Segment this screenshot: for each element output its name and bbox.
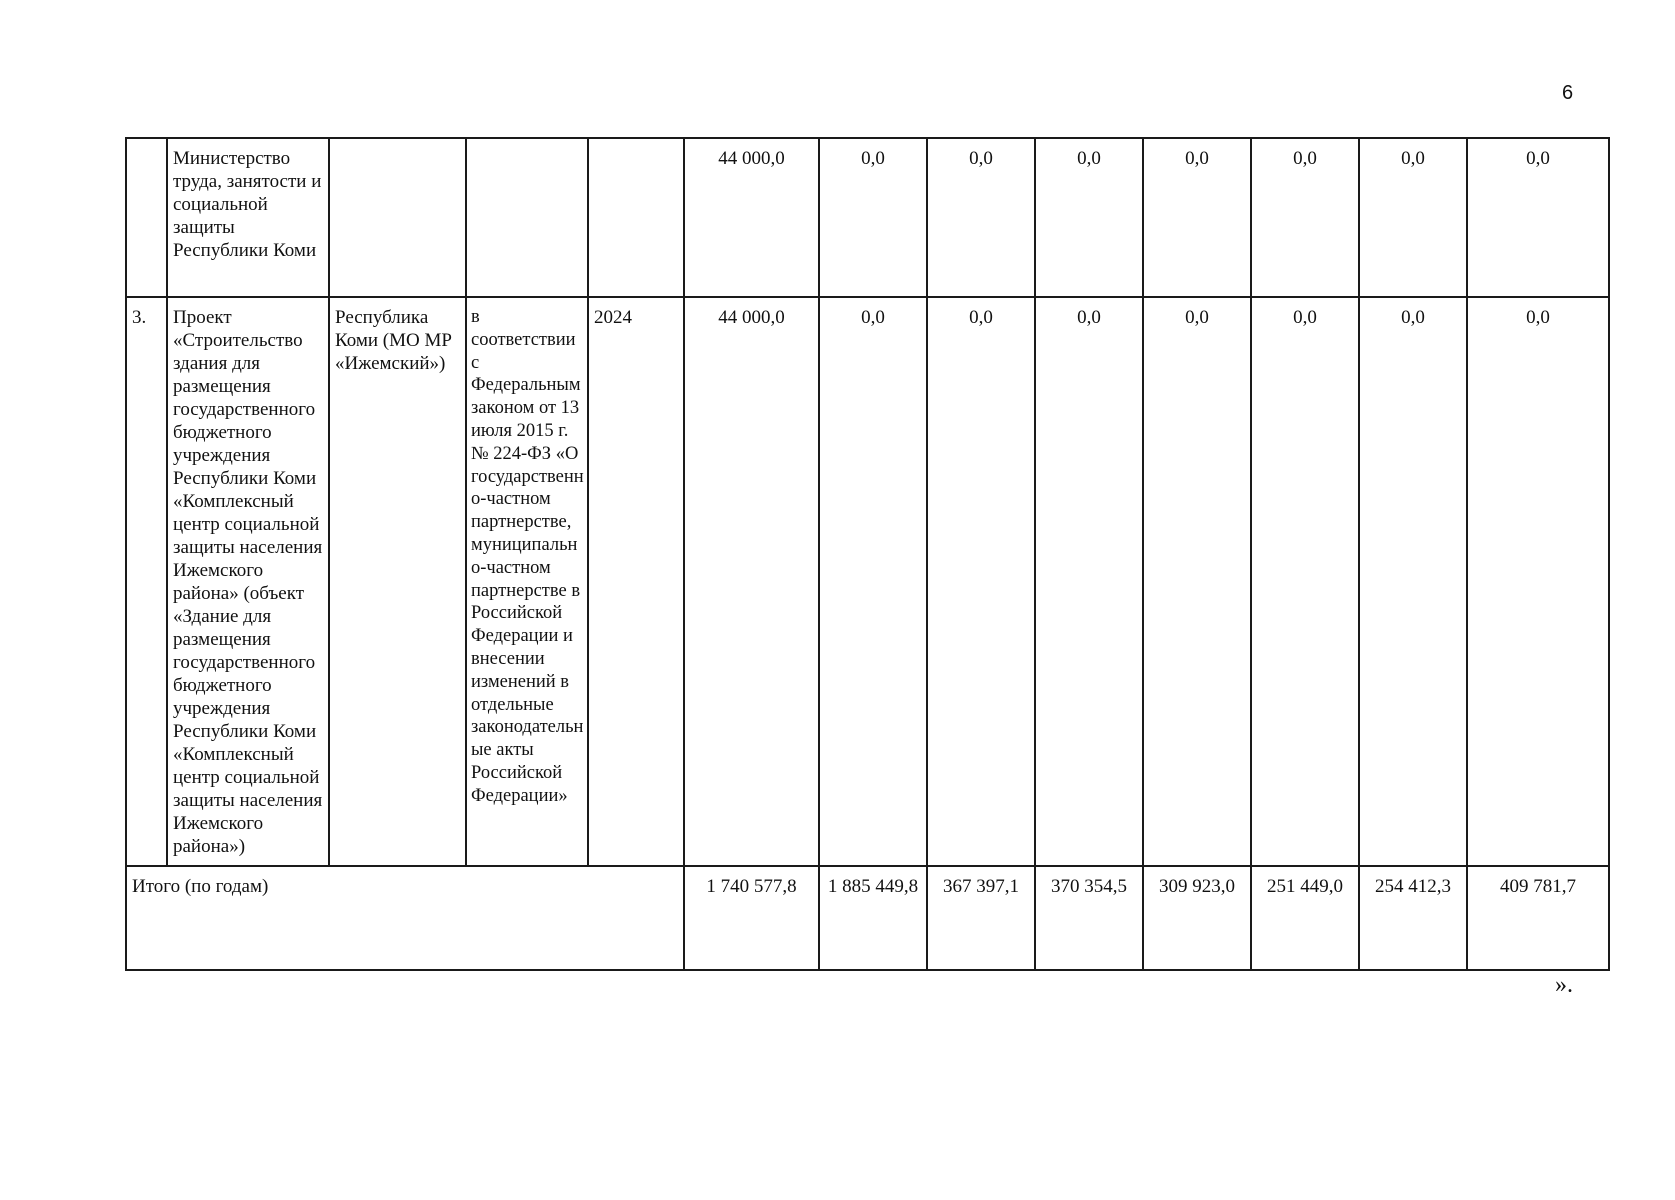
value-cell: 0,0: [1359, 138, 1467, 297]
legal-basis-cell: [466, 138, 588, 297]
value-cell: 0,0: [927, 297, 1035, 866]
value-cell: 0,0: [1143, 138, 1251, 297]
value-cell: 0,0: [1143, 297, 1251, 866]
total-value-cell: 409 781,7: [1467, 866, 1609, 970]
responsible-body-cell: Министерство труда, занятости и социальной защиты Республики Коми: [167, 138, 329, 297]
value-cell: 0,0: [1467, 297, 1609, 866]
location-cell: Республика Коми (МО МР «Ижемский»): [329, 297, 466, 866]
budget-table: [125, 137, 1610, 971]
value-cell: 0,0: [1035, 297, 1143, 866]
total-value-cell: 370 354,5: [1035, 866, 1143, 970]
value-cell: 0,0: [819, 297, 927, 866]
value-cell: 0,0: [1359, 297, 1467, 866]
value-cell: 0,0: [1251, 138, 1359, 297]
row-number-cell: [126, 138, 167, 297]
page-number: 6: [1562, 82, 1574, 104]
value-cell: 44 000,0: [684, 297, 819, 866]
value-cell: 0,0: [1251, 297, 1359, 866]
value-cell: 0,0: [927, 138, 1035, 297]
value-cell: 0,0: [819, 138, 927, 297]
total-value-cell: 251 449,0: [1251, 866, 1359, 970]
value-cell: 44 000,0: [684, 138, 819, 297]
year-cell: [588, 138, 684, 297]
total-value-cell: 367 397,1: [927, 866, 1035, 970]
total-value-cell: 254 412,3: [1359, 866, 1467, 970]
year-cell: 2024: [588, 297, 684, 866]
value-cell: 0,0: [1467, 138, 1609, 297]
legal-basis-cell: в соответствии с Федеральным законом от 13 июля 2015 г. № 224-ФЗ «О государственно-частном партнерстве, муниципально-частном партнерстве в Российской Федерации и внесении изменений в отдельные законодательные акты Российской Федерации»: [466, 297, 588, 866]
closing-quote: ».: [1555, 972, 1573, 998]
total-value-cell: 309 923,0: [1143, 866, 1251, 970]
location-cell: [329, 138, 466, 297]
table-row: [126, 297, 1609, 866]
total-value-cell: 1 740 577,8: [684, 866, 819, 970]
project-name-cell: Проект «Строительство здания для размещения государственного бюджетного учреждения Республики Коми «Комплексный центр социальной защиты населения Ижемского района» (объект «Здание для размещения государственного бюджетного учреждения Республики Коми «Комплексный центр социальной защиты населения Ижемского района»): [167, 297, 329, 866]
value-cell: 0,0: [1035, 138, 1143, 297]
total-label: Итого (по годам): [126, 866, 684, 970]
total-value-cell: 1 885 449,8: [819, 866, 927, 970]
row-number-cell: 3.: [126, 297, 167, 866]
total-row: [126, 866, 1609, 970]
table-row: [126, 138, 1609, 297]
